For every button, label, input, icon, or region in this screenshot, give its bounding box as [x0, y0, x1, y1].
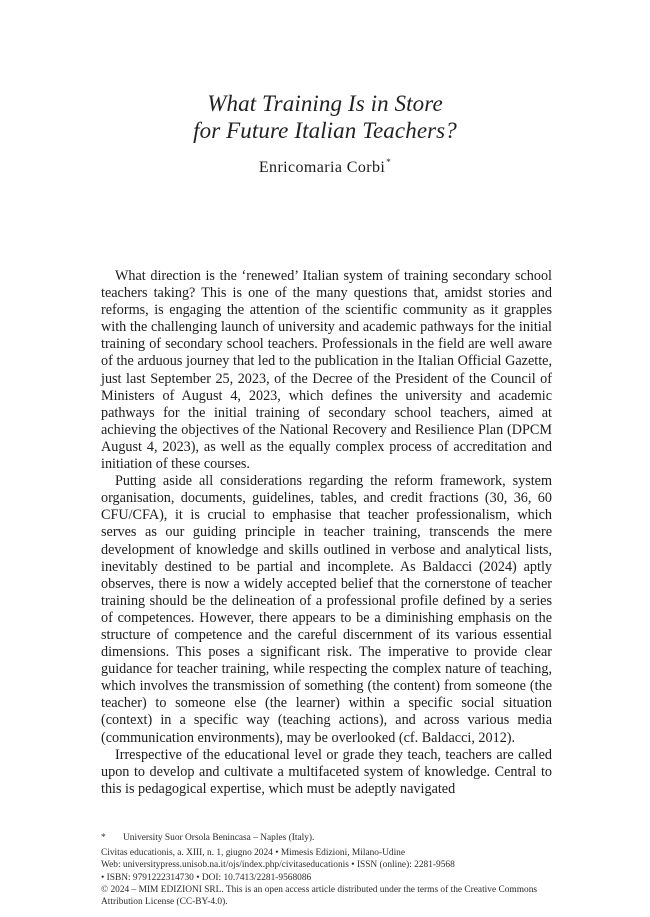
publication-info-web: Web: universitypress.unisob.na.it/ojs/index.php/civitaseducationis • ISSN (online): 2281-9568: [101, 860, 455, 871]
publication-info-isbn: • ISBN: 9791222314730 • DOI: 10.7413/2281-9568086: [101, 872, 312, 883]
footnote-mark: *: [101, 833, 106, 843]
article-title-line-1: What Training Is in Store: [207, 91, 443, 116]
author-footnote-mark: *: [386, 157, 392, 167]
article-body: [101, 268, 552, 798]
article-header: [0, 90, 650, 178]
article-title-line-2: for Future Italian Teachers?: [193, 118, 457, 143]
body-paragraph-3: Irrespective of the educational level or grade they teach, teachers are called upon to develop and cultivate a multifaceted system of knowledge. Central to this is pedagogical expertise, which must be adeptly navigated: [101, 746, 552, 797]
publication-info-license: © 2024 – MIM EDIZIONI SRL. This is an open access article distributed under the terms of the Creative Commons Attribution License (CC-BY-4.0).: [101, 884, 538, 908]
body-paragraph-1: What direction is the ‘renewed’ Italian system of training secondary school teachers taking? This is one of the many questions that, amidst stories and reforms, is engaging the attention of the scientific community as it grapples with the challenging launch of university and academic pathways for the initial training of secondary school teachers. Professionals in the field are well aware of the arduous journey that led to the publication in the Italian Official Gazette, just last September 25, 2023, of the Decree of the President of the Council of Ministers of August 4, 2023, which defines the university and academic pathways for the initial training of secondary school teachers, aimed at achieving the objectives of the National Recovery and Resilience Plan (DPCM August 4, 2023), as well as the equally complex process of accreditation and initiation of these courses.: [101, 268, 552, 473]
author-name: [0, 152, 650, 178]
publication-info-journal: Civitas educationis, a. XIII, n. 1, giugno 2024 • Mimesis Edizioni, Milano-Udine: [101, 848, 406, 859]
affiliation-footnote: [101, 832, 552, 844]
body-paragraph-2: Putting aside all considerations regarding the reform framework, system organisation, documents, guidelines, tables, and credit fractions (30, 36, 60 CFU/CFA), it is crucial to emphasise that teacher professionalism, which serves as our guiding principle in teacher training, transcends the mere development of knowledge and skills outlined in verbose and analytical lists, inevitably destined to be partial and incomplete. As Baldacci (2024) aptly observes, there is now a widely accepted belief that the cornerstone of teacher training should be the delineation of a professional profile defined by a series of competences. However, there appears to be a diminishing emphasis on the structure of competence and the careful discernment of its various essential dimensions. This poses a significant risk. The imperative to provide clear guidance for teacher training, while respecting the complex nature of teaching, which involves the transmission of something (the content) from someone (the teacher) to someone else (the learner) within a specific social situation (context) in a specific way (teaching actions), and across various media (communication environments), may be overlooked (cf. Baldacci, 2012).: [101, 473, 552, 746]
footnotes-section: [101, 832, 552, 908]
affiliation-text: University Suor Orsola Benincasa – Naples (Italy).: [123, 833, 315, 843]
author-name-text: Enricomaria Corbi: [258, 159, 386, 176]
